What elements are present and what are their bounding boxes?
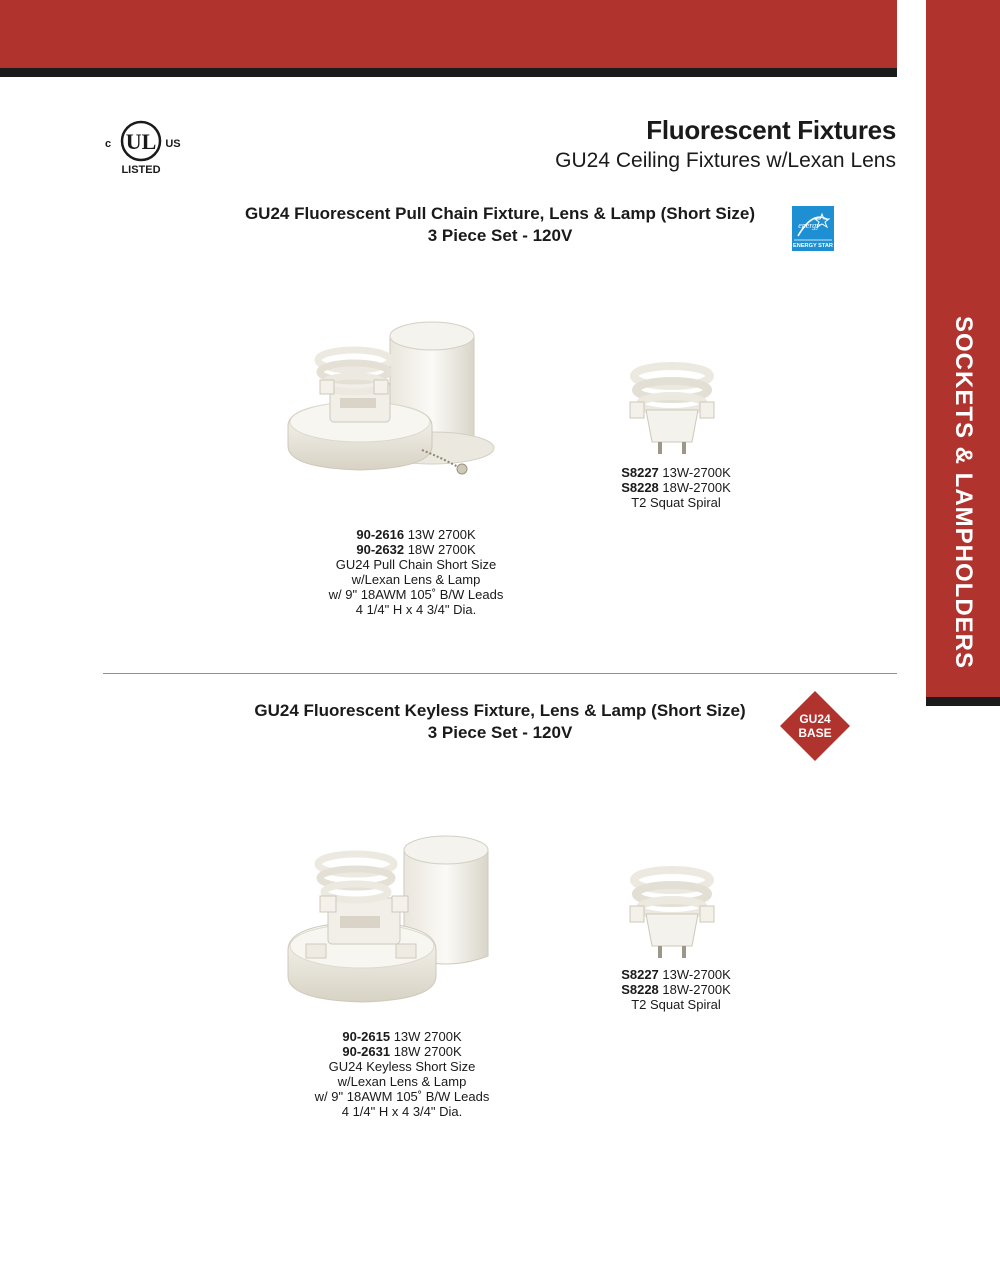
fixture-spec: 18W 2700K — [390, 1044, 462, 1059]
lamp-code: S8227 — [621, 967, 659, 982]
fixture-spec: 13W 2700K — [390, 1029, 462, 1044]
fixture-desc-line: GU24 Pull Chain Short Size — [335, 557, 497, 572]
page-subtitle-rest: w/Lexan Lens — [760, 149, 896, 172]
page-subtitle-main: GU24 Ceiling Fixtures — [555, 149, 761, 172]
lamp-spec: 18W-2700K — [658, 982, 731, 997]
pull-chain-fixture-photo — [282, 318, 502, 498]
squat-spiral-lamp-photo — [622, 356, 722, 458]
squat-spiral-lamp-caption — [596, 967, 756, 1012]
fixture-desc-line: w/Lexan Lens & Lamp — [351, 572, 481, 587]
lamp-code: S8228 — [621, 480, 659, 495]
gu24-badge-line1: GU24 — [799, 712, 831, 726]
page-title-block — [555, 115, 896, 173]
header-black-rule — [0, 68, 897, 77]
lamp-desc-line: T2 Squat Spiral — [631, 997, 721, 1012]
fixture-code: 90-2616 — [356, 527, 405, 542]
fixture-code-row — [296, 542, 536, 557]
lamp-code-row — [596, 465, 756, 480]
lamp-code-row — [596, 967, 756, 982]
fixture-desc-line: 4 1/4" H x 4 3/4" Dia. — [355, 602, 477, 617]
fixture-code: 90-2615 — [342, 1029, 391, 1044]
lamp-desc-line: T2 Squat Spiral — [631, 495, 721, 510]
fixture-desc-line: GU24 Keyless Short Size — [328, 1059, 476, 1074]
side-tab-black-rule — [926, 697, 1000, 706]
keyless-fixture-photo — [284, 832, 504, 1018]
lamp-code: S8228 — [621, 982, 659, 997]
energy-star-logo — [792, 206, 834, 251]
fixture-desc-line: w/Lexan Lens & Lamp — [337, 1074, 467, 1089]
page-title: Fluorescent Fixtures — [646, 115, 896, 145]
gu24-base-badge — [779, 690, 851, 762]
lamp-code: S8227 — [621, 465, 659, 480]
section1-heading-line1: GU24 Fluorescent Pull Chain Fixture, Lens & Lamp (Short Size) — [244, 204, 756, 223]
section-divider — [103, 673, 897, 674]
lamp-spec: 13W-2700K — [658, 967, 731, 982]
page-subtitle — [555, 149, 896, 173]
squat-spiral-lamp-caption — [596, 465, 756, 510]
fixture-code: 90-2631 — [342, 1044, 391, 1059]
lamp-spec: 13W-2700K — [658, 465, 731, 480]
lamp-code-row — [596, 480, 756, 495]
fixture-code-row — [296, 527, 536, 542]
keyless-fixture-caption — [282, 1029, 522, 1119]
section2-heading-line1: GU24 Fluorescent Keyless Fixture, Lens & Lamp (Short Size) — [254, 701, 746, 720]
side-tab-label: SOCKETS & LAMPHOLDERS — [950, 315, 977, 669]
energy-star-script: energy — [798, 221, 820, 230]
gu24-badge-line2: BASE — [798, 726, 832, 740]
fixture-spec: 18W 2700K — [404, 542, 476, 557]
fixture-spec: 13W 2700K — [404, 527, 476, 542]
fixture-code-row — [282, 1044, 522, 1059]
ul-listed-text: LISTED — [121, 164, 161, 176]
fixture-desc-line: w/ 9" 18AWM 105˚ B/W Leads — [314, 1089, 490, 1104]
section1-heading-line2: 3 Piece Set - 120V — [427, 226, 573, 245]
header-red-band — [0, 0, 897, 68]
fixture-code-row — [282, 1029, 522, 1044]
energy-star-text: ENERGY STAR — [793, 243, 833, 249]
section2-heading — [150, 700, 850, 744]
side-tab-label-wrap — [926, 0, 1000, 697]
section2-heading-line2: 3 Piece Set - 120V — [427, 723, 573, 742]
lamp-code-row — [596, 982, 756, 997]
ul-us-text: US — [165, 138, 181, 150]
lamp-spec: 18W-2700K — [658, 480, 731, 495]
squat-spiral-lamp-photo — [622, 860, 722, 962]
ul-listed-logo — [96, 118, 186, 178]
fixture-desc-line: w/ 9" 18AWM 105˚ B/W Leads — [328, 587, 504, 602]
ul-mark-text: UL — [125, 129, 157, 154]
section1-heading — [150, 203, 850, 247]
pull-chain-fixture-caption — [296, 527, 536, 617]
fixture-desc-line: 4 1/4" H x 4 3/4" Dia. — [341, 1104, 463, 1119]
ul-c-text: c — [104, 138, 112, 150]
fixture-code: 90-2632 — [356, 542, 405, 557]
